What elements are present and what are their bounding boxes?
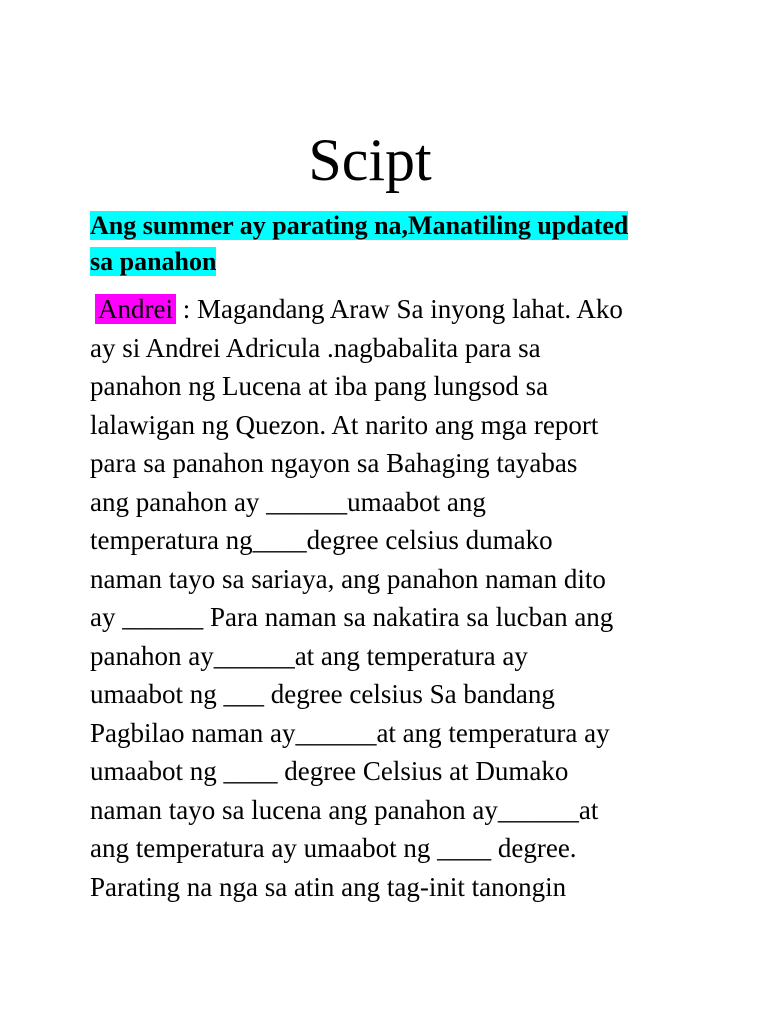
document-title: Scipt (308, 127, 432, 193)
speaker-name: Andrei (95, 294, 176, 324)
document-subtitle (90, 208, 690, 280)
script-body (90, 290, 690, 906)
subtitle-line-2: sa panahon (90, 247, 217, 276)
subtitle-line-1: Ang summer ay parating na,Manatiling updated (90, 211, 629, 240)
speaker-separator: : (175, 294, 197, 324)
script-paragraph: Magandang Araw Sa inyong lahat. Ako ay si Andrei Adricula .nagbabalita para sa panahon ng Lucena at iba pang lungsod sa lalawigan ng Quezon. At narito ang mga report para sa panahon ngayon sa Bahaging tayabas ang panahon ay ______umaabot ang temperatura ng____degree celsius dumako naman tayo sa sariaya, ang panahon naman dito ay ______ Para naman sa nakatira sa lucban ang panahon ay______at ang temperatura ay umaabot ng ___ degree celsius Sa bandang Pagbilao naman ay______at ang temperatura ay umaabot ng ____ degree Celsius at Dumako naman tayo sa lucena ang panahon ay______at ang temperatura ay umaabot ng ____ degree. Parating na nga sa atin ang tag-init tanongin (90, 294, 623, 902)
